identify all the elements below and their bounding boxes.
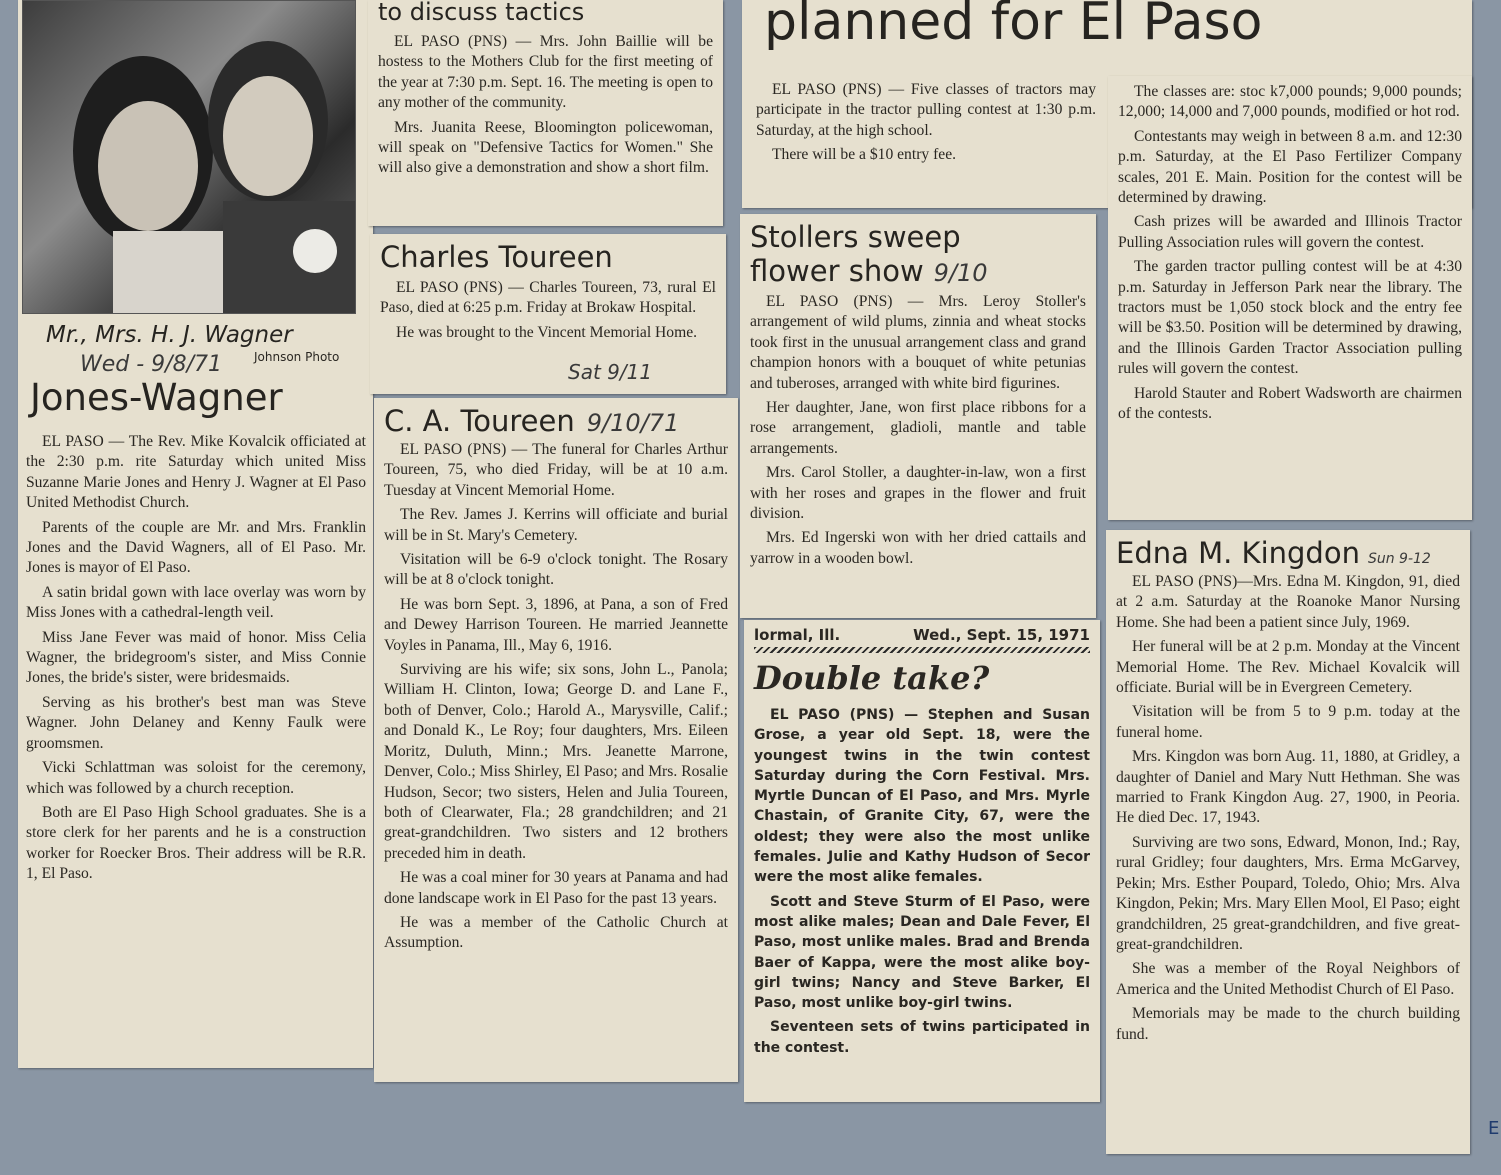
- toureen-long-paragraph: He was a coal miner for 30 years at Panama and had done landscape work in El Paso for the past 13 years.: [384, 869, 728, 907]
- wedding-handwritten-date: Wed - 9/8/71: [80, 352, 222, 377]
- tactics-body: [378, 32, 713, 179]
- twins-paragraph: Scott and Steve Sturm of El Paso, were most alike males; Dean and Dale Fever, El Paso, most unlike males. Brad and Brenda Baer of Kappa, were the most alike boy-girl twins; Nancy and Steve Barker, El Paso, most unlike boy-girl twins.: [754, 893, 1090, 1012]
- wedding-paragraph: Parents of the couple are Mr. and Mrs. Franklin Jones and the David Wagners, all of El Paso. Mr. Jones is mayor of El Paso.: [26, 518, 366, 577]
- kingdon-clipping: [1106, 530, 1470, 1154]
- kingdon-handwritten-date: Sun 9-12: [1367, 551, 1431, 567]
- twins-dateline-date: Wed., Sept. 15, 1971: [913, 626, 1090, 644]
- kingdon-paragraph: She was a member of the Royal Neighbors of America and the United Methodist Church of El Paso.: [1116, 960, 1460, 998]
- toureen-long-clipping: [374, 398, 738, 1082]
- toureen-short-clipping: [370, 234, 726, 394]
- twins-dateline: [754, 626, 1090, 644]
- toureen-short-body: [380, 278, 716, 343]
- stoller-headline-line2: flower show: [750, 254, 924, 288]
- tactics-headline: to discuss tactics: [378, 0, 585, 26]
- wedding-photo-image: [23, 1, 355, 313]
- wedding-paragraph: Vicki Schlattman was soloist for the ceremony, which was followed by a church reception.: [26, 759, 366, 797]
- tractor-right-paragraph: Contestants may weigh in between 8 a.m. and 12:30 p.m. Saturday, at the El Paso Fertilizer Company scales, 201 E. Main. Position for the contest will be determined by drawing.: [1118, 127, 1462, 207]
- twins-zigzag-rule: [754, 647, 1090, 653]
- twins-paragraph: Seventeen sets of twins participated in the contest.: [754, 1019, 1090, 1056]
- kingdon-paragraph: EL PASO (PNS)—Mrs. Edna M. Kingdon, 91, died at 2 a.m. Saturday at the Roanoke Manor Nursing Home. She had been a patient since July, 1969.: [1116, 573, 1460, 631]
- stoller-paragraph: Mrs. Ed Ingerski won with her dried cattails and yarrow in a wooden bowl.: [750, 529, 1086, 567]
- toureen-long-paragraph: The Rev. James J. Kerrins will officiate and burial will be in St. Mary's Cemetery.: [384, 506, 728, 544]
- tractor-left-paragraph: There will be a $10 entry fee.: [772, 146, 957, 164]
- tractor-right-paragraph: The garden tractor pulling contest will be at 4:30 p.m. Saturday in Jefferson Park near the library. The tractors must be 1,050 stock block and the entry fee will be $3.50. Position will be determined by drawing, and the Illinois Garden Tractor Association pulling rules will govern the contest.: [1118, 258, 1462, 378]
- stoller-paragraph: Her daughter, Jane, won first place ribbons for a rose arrangement, gladioli, mantle and table arrangements.: [750, 399, 1086, 457]
- toureen-long-paragraph: EL PASO (PNS) — The funeral for Charles Arthur Toureen, 75, who died Friday, will be at 10 a.m. Tuesday at Vincent Memorial Home.: [384, 441, 728, 499]
- wedding-paragraph: Serving as his brother's best man was Steve Wagner. John Delaney and Kenny Faulk were groomsmen.: [26, 693, 366, 752]
- toureen-long-paragraph: Surviving are his wife; six sons, John L., Panola; William H. Clinton, Iowa; George D. and Lane F., both of Denver, Colo.; Harold A., Marysville, Calif.; and Donald K., Le Roy; four daughters, Mrs. Eileen Moritz, Duluth, Minn.; Mrs. Jeanette Marrone, Denver, Colo.; Miss Shirley, El Paso; and Mrs. Rosalie Hudson, Secor; two sisters, Helen and Julia Toureen, both of Clearwater, Fla.; 28 grandchildren; and 21 great-grandchildren. Two sisters and 12 brothers preceded him in death.: [384, 661, 728, 862]
- kingdon-body: [1116, 572, 1460, 1045]
- twins-paragraph: EL PASO (PNS) — Stephen and Susan Grose, a year old Sept. 18, were the youngest twins in the twin contest Saturday during the Corn Festival. Mrs. Myrtle Duncan of El Paso, and Mrs. Myrle Chastain, of Granite City, 67, were the oldest; they were also the most unlike females. Julie and Kathy Hudson of Secor were the most alike females.: [754, 707, 1090, 886]
- twins-body: [754, 705, 1090, 1058]
- kingdon-paragraph: Mrs. Kingdon was born Aug. 11, 1880, at Gridley, a daughter of Daniel and Mary Nutt Hethman. She was married to Frank Kingdon Aug. 27, 1900, in Peoria. He died Dec. 17, 1943.: [1116, 748, 1460, 827]
- toureen-short-handwritten-date: Sat 9/11: [568, 360, 653, 384]
- stoller-paragraph: Mrs. Carol Stoller, a daughter-in-law, won a first with her roses and grapes in the flower and fruit division.: [750, 464, 1086, 523]
- tactics-paragraph: EL PASO (PNS) — Mrs. John Baillie will be hostess to the Mothers Club for the first meeting of the year at 7:30 p.m. Sept. 16. The meeting is open to any mother of the community.: [378, 33, 713, 112]
- wedding-headline: Jones-Wagner: [30, 376, 283, 419]
- tractor-left-paragraph: EL PASO (PNS) — Five classes of tractors may participate in the tractor pulling contest at 1:30 p.m. Saturday, at the high school.: [756, 81, 1096, 139]
- toureen-long-paragraph: Visitation will be 6-9 o'clock tonight. The Rosary will be at 8 o'clock tonight.: [384, 551, 728, 589]
- kingdon-paragraph: Surviving are two sons, Edward, Monon, Ind.; Ray, rural Gridley; four daughters, Mrs. Erma McGarvey, Pekin; Mrs. Esther Poupard, Toledo, Ohio; Mrs. Alva Kingdon, Pekin; Mrs. Mary Ellen Mool, El Paso; eight grandchildren, 25 great-grandchildren, and five great-great-grandchildren.: [1116, 833, 1460, 953]
- wedding-body: [26, 432, 366, 889]
- twins-clipping: [744, 620, 1100, 1102]
- toureen-short-paragraph: He was brought to the Vincent Memorial Home.: [396, 323, 698, 341]
- stoller-clipping: [740, 214, 1096, 618]
- toureen-long-paragraph: He was a member of the Catholic Church at Assumption.: [384, 913, 728, 952]
- tractor-right-paragraph: Harold Stauter and Robert Wadsworth are chairmen of the contests.: [1118, 384, 1462, 423]
- wedding-clipping: [18, 0, 373, 1068]
- toureen-long-paragraph: He was born Sept. 3, 1896, at Pana, a son of Fred and Dewey Harrison Toureen. He married Jeannette Voyles in Panama, Ill., May 6, 1916.: [384, 595, 728, 654]
- wedding-photo-credit: Johnson Photo: [254, 350, 340, 364]
- tactics-clipping: [368, 0, 723, 226]
- kingdon-paragraph: Memorials may be made to the church building fund.: [1116, 1005, 1460, 1043]
- kingdon-headline: Edna M. Kingdon: [1116, 536, 1360, 570]
- toureen-long-body: [384, 440, 728, 954]
- tractor-right-paragraph: Cash prizes will be awarded and Illinois Tractor Pulling Association rules will govern the contest.: [1118, 213, 1462, 251]
- kingdon-header: [1116, 536, 1460, 570]
- wedding-paragraph: A satin bridal gown with lace overlay was worn by Miss Jones with a cathedral-length veil.: [26, 583, 366, 622]
- twins-dateline-place: lormal, Ill.: [754, 626, 841, 644]
- wedding-paragraph: Miss Jane Fever was maid of honor. Miss Celia Wagner, the bridegroom's sister, and Miss Connie Jones, the bride's sister, were bridesmaids.: [26, 628, 366, 687]
- toureen-short-headline: Charles Toureen: [380, 240, 613, 274]
- tractor-right-clipping: [1108, 76, 1472, 520]
- kingdon-paragraph: Her funeral will be at 2 p.m. Monday at the Vincent Memorial Home. The Rev. Michael Kovalcik will officiate. Burial will be in Evergreen Cemetery.: [1116, 638, 1460, 697]
- wedding-caption-names: Mr., Mrs. H. J. Wagner: [46, 322, 293, 348]
- toureen-long-headline: C. A. Toureen: [384, 404, 575, 438]
- wedding-paragraph: EL PASO — The Rev. Mike Kovalcik officiated at the 2:30 p.m. rite Saturday which united Miss Suzanne Marie Jones and Henry J. Wagner at El Paso United Methodist Church.: [26, 433, 366, 512]
- stoller-headline-line1: Stollers sweep: [750, 220, 961, 254]
- kingdon-paragraph: Visitation will be from 5 to 9 p.m. today at the funeral home.: [1116, 703, 1460, 741]
- twins-headline: Double take?: [754, 659, 990, 697]
- tractor-left-column: [756, 80, 1096, 170]
- stoller-headline-row: [750, 254, 1086, 288]
- wedding-photo: [22, 0, 356, 314]
- toureen-short-paragraph: EL PASO (PNS) — Charles Toureen, 73, rural El Paso, died at 6:25 p.m. Friday at Brokaw Hospital.: [380, 279, 716, 317]
- stoller-paragraph: EL PASO (PNS) — Mrs. Leroy Stoller's arrangement of wild plums, zinnia and wheat stocks took first in the unusual arrangement class and grand champion honors with a bouquet of white petunias and tuberoses, arranged with white bird figurines.: [750, 293, 1086, 392]
- stoller-handwritten-date: 9/10: [933, 259, 988, 287]
- stoller-body: [750, 292, 1086, 569]
- tractor-headline: planned for El Paso: [764, 0, 1263, 52]
- tactics-paragraph: Mrs. Juanita Reese, Bloomington policewoman, will speak on "Defensive Tactics for Women." She will also give a demonstration and show a short film.: [378, 118, 713, 177]
- toureen-long-header: [384, 404, 728, 438]
- tractor-right-paragraph: The classes are: stoc k7,000 pounds; 9,000 pounds; 12,000; 14,000 and 7,000 pounds, modified or hot rod.: [1118, 83, 1462, 121]
- wedding-paragraph: Both are El Paso High School graduates. She is a store clerk for her parents and he is a construction worker for Roecker Bros. Their address will be R.R. 1, El Paso.: [26, 803, 366, 883]
- edge-letter: E: [1488, 1118, 1500, 1139]
- toureen-long-handwritten-date: 9/10/71: [586, 409, 680, 437]
